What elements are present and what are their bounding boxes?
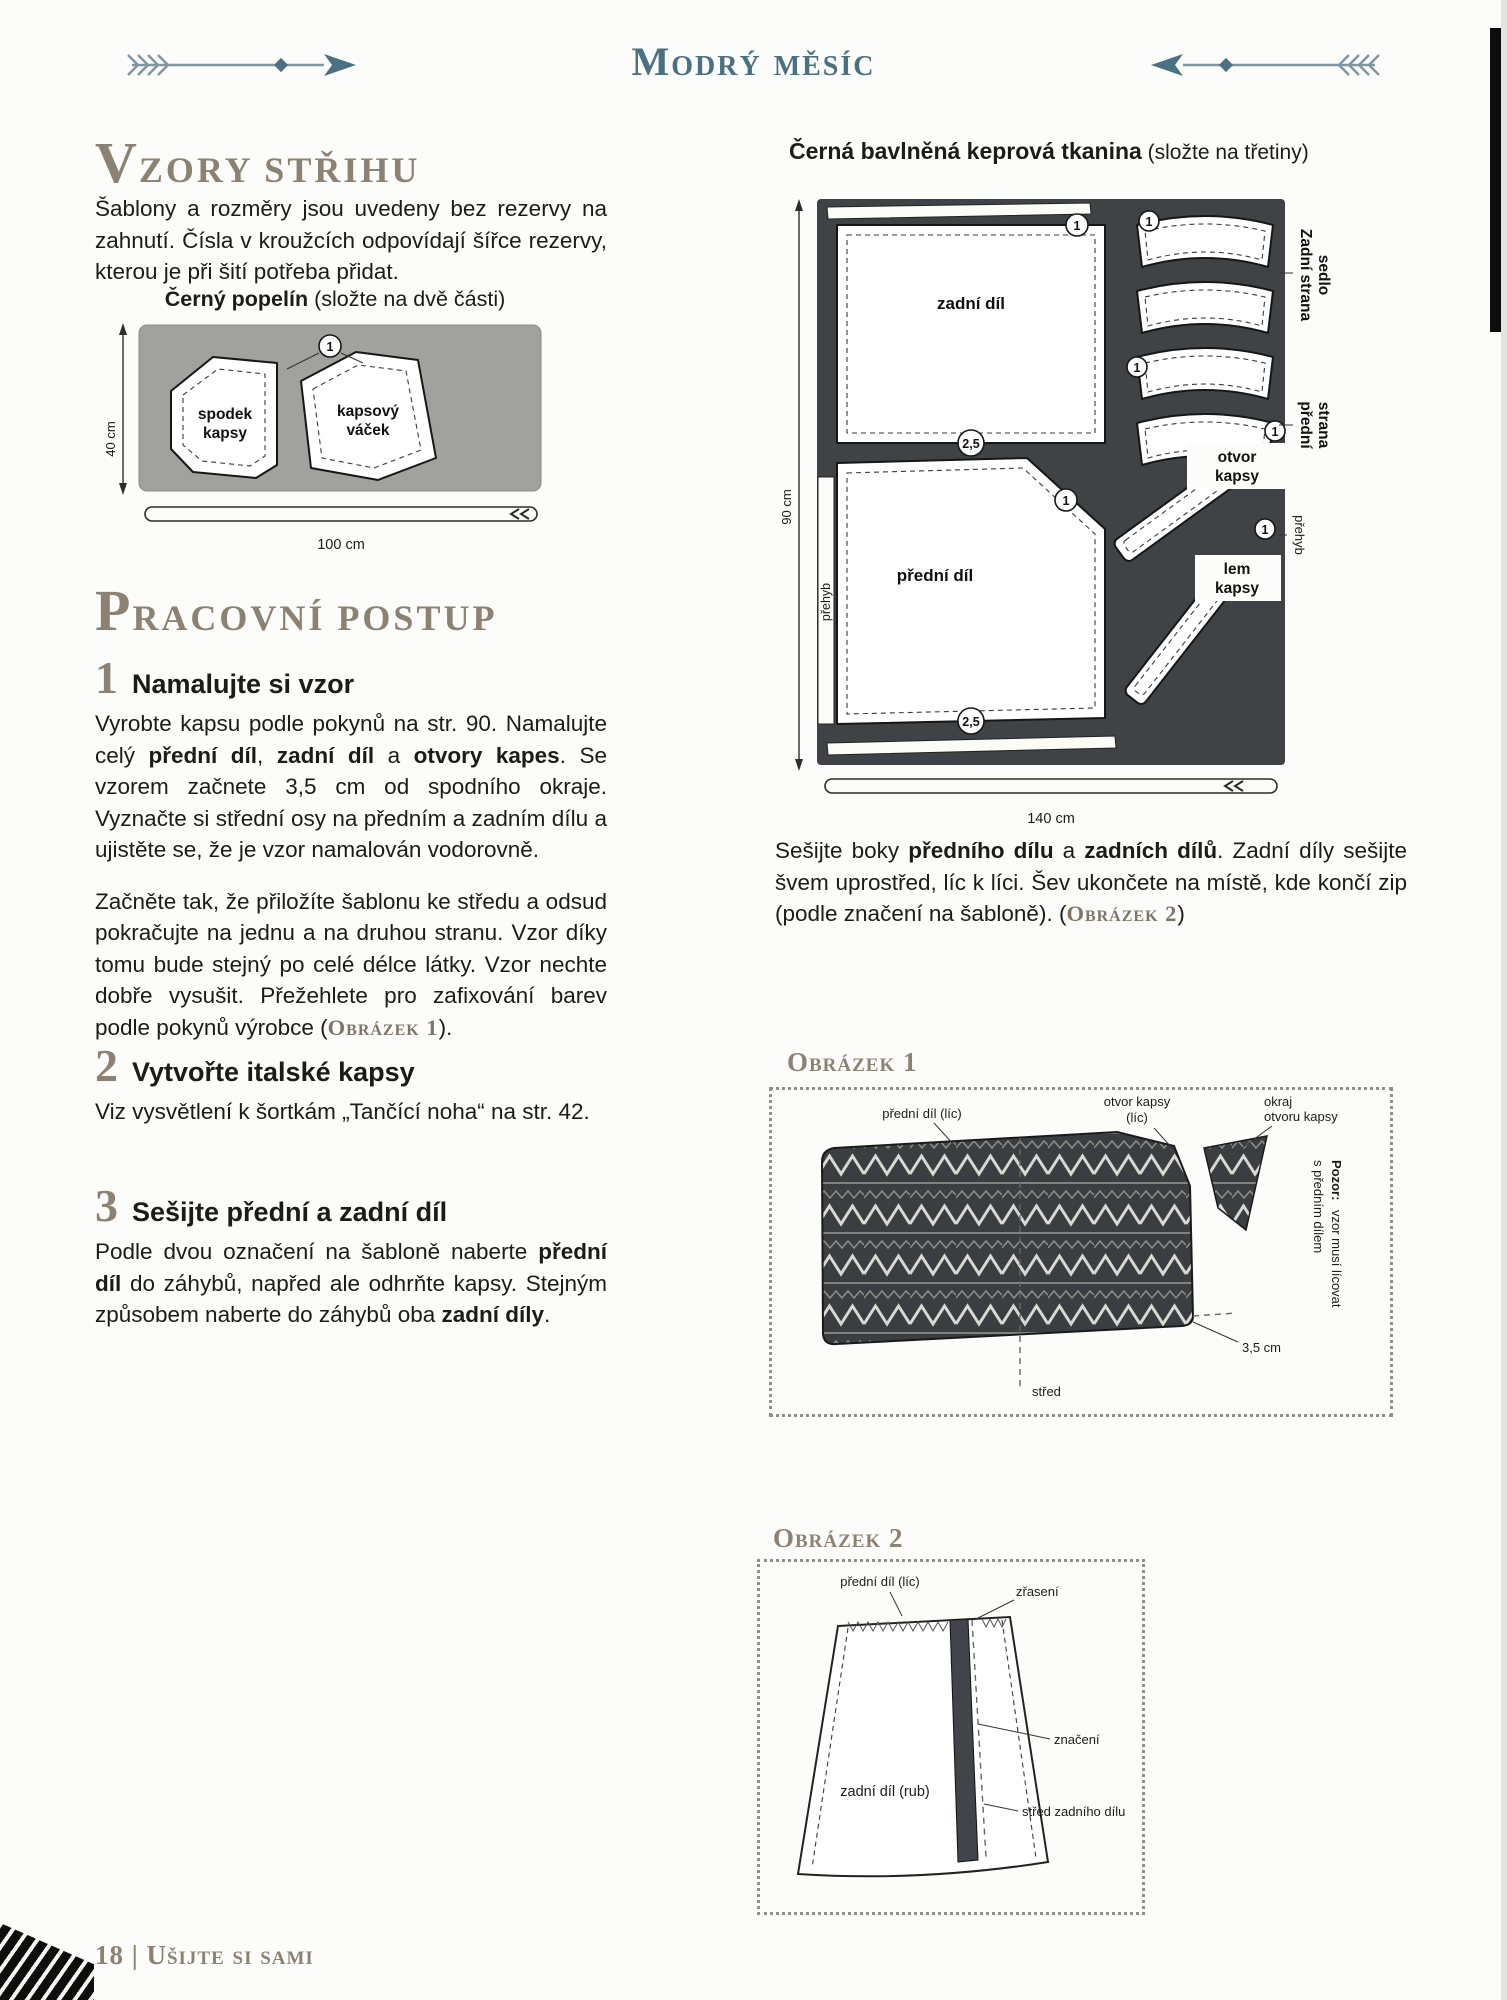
step-paragraph: Vyrobte kapsu podle pokynů na str. 90. Namalujte celý přední díl, zadní díl a otvory kapes. Se vzorem začnete 3,5 cm od spodního okraje. Vyznačte si střední osy na předním a zadním dílu a ujistěte se, že je vzor namalován vodorovně.: [95, 711, 607, 862]
piece-label: přední díl: [896, 566, 974, 585]
page-footer: 18 | Ušijte si sami: [95, 1940, 314, 1970]
pattern-piece-zadni-dil: [837, 214, 1105, 456]
svg-text:1: 1: [326, 340, 334, 354]
section-title-vzory-strihu: VZORY STŘIHU: [95, 130, 421, 195]
right-column: [775, 135, 1407, 1935]
selvage-bar: [825, 779, 1277, 793]
svg-text:1: 1: [1133, 361, 1141, 375]
step-title: Vytvořte italské kapsy: [132, 1057, 415, 1087]
height-dimension-label: 90 cm: [779, 489, 794, 525]
piece-label: otvor: [1217, 449, 1257, 466]
pocket-opening-facing-piece: [1204, 1136, 1267, 1230]
label-zraseni: zřasení: [1016, 1584, 1059, 1599]
label-strana: strana: [1315, 401, 1332, 449]
svg-text:1: 1: [1073, 219, 1081, 233]
svg-text:Pozor:: Pozor:: [1329, 1160, 1344, 1201]
label-zadni-strana: Zadní strana: [1297, 228, 1314, 322]
step-paragraph: Podle dvou označení na šabloně naberte přední díl do záhybů, napřed ale odhrňte kapsy. Stejným způsobem naberte do záhybů oba zadní díly.: [95, 1239, 607, 1327]
label-stred: střed: [1032, 1384, 1061, 1399]
label-pozor: [1311, 1160, 1344, 1308]
step-number: 2: [95, 1040, 118, 1091]
step-number: 3: [95, 1180, 118, 1231]
svg-text:2,5: 2,5: [962, 715, 980, 729]
pattern-piece-kapsovy-vacek: [301, 352, 436, 480]
page-title: Modrý měsíc: [631, 39, 876, 84]
piece-label: kapsy: [203, 425, 247, 442]
label-stred-zadniho-dilu: střed zadního dílu: [1022, 1804, 1126, 1819]
svg-text:1: 1: [1261, 523, 1269, 537]
arrow-decoration-right: [1146, 46, 1381, 84]
label-predni: přední: [1297, 401, 1314, 449]
label-znaceni: značení: [1054, 1732, 1100, 1747]
step-number: 1: [95, 652, 118, 703]
label-predni-dil-lic: přední díl (líc): [882, 1106, 962, 1121]
arrow-shaft-feathers: [1183, 55, 1379, 75]
piece-label: zadní díl: [937, 294, 1005, 313]
section-title-pracovni-postup: PRACOVNÍ POSTUP: [95, 578, 498, 643]
figure-2-box: [757, 1559, 1145, 1915]
svg-text:1: 1: [1271, 425, 1279, 439]
label-sedlo: sedlo: [1315, 254, 1332, 296]
label-otvor-kapsy: otvor kapsy: [1103, 1094, 1171, 1109]
piece-label: lem: [1223, 561, 1251, 578]
fold-label: přehyb: [819, 582, 833, 622]
step-3: [95, 1180, 607, 1331]
label-okraj-otvoru-kapsy: otvoru kapsy: [1264, 1109, 1338, 1124]
piece-label: kapsy: [1215, 580, 1259, 597]
width-dimension-label: 140 cm: [1027, 811, 1075, 827]
page-edge: [1501, 0, 1507, 2000]
svg-text:s předním dílem: s předním dílem: [1311, 1160, 1326, 1254]
step-heading: [95, 1040, 607, 1091]
sew-paragraph: Sešijte boky předního dílu a zadních dílů. Zadní díly sešijte švem uprostřed, líc k líci. Šev ukončete na místě, kde končí zip (podle značení na šabloně). (Obrázek 2): [775, 838, 1407, 926]
pattern-piece-predni-dil: [837, 458, 1105, 734]
piece-label: váček: [346, 422, 390, 439]
arrow-head: [1151, 54, 1183, 76]
step-title: Sešijte přední a zadní díl: [132, 1197, 448, 1227]
skirt-back-panel: [798, 1617, 1048, 1876]
width-dimension-label: 100 cm: [317, 537, 365, 553]
side-labels: [1279, 229, 1332, 555]
fold-label-right: přehyb: [1292, 515, 1307, 555]
figure-2-illustration: [760, 1562, 1142, 1912]
intro-paragraph: Šablony a rozměry jsou uvedeny bez rezervy na zahnutí. Čísla v kroužcích odpovídají šířce rezervy, kterou je při šití potřeba přidat.: [95, 196, 607, 284]
arrow-ornament: [1219, 58, 1233, 72]
twill-cutting-diagram: [779, 177, 1385, 837]
svg-text:1: 1: [1145, 215, 1153, 229]
piece-label: kapsy: [1215, 468, 1259, 485]
label-predni-dil-lic: přední díl (líc): [840, 1574, 920, 1589]
corner-decoration: [0, 1906, 94, 2000]
popelin-diagram-title: Černý popelín (složte na dvě části): [164, 287, 506, 311]
step-paragraph: Viz vysvětlení k šortkám „Tančící noha“ na str. 42.: [95, 1099, 590, 1124]
figure-1-illustration: [772, 1090, 1390, 1414]
svg-text:1: 1: [1062, 494, 1070, 508]
figure-2-label: Obrázek 2: [773, 1523, 904, 1553]
popelin-cutting-diagram: [105, 317, 575, 567]
step-heading: [95, 1180, 607, 1231]
step-paragraph: Začněte tak, že přiložíte šablonu ke středu a odsud pokračujte na jednu a na druhou stranu. Vzor díky tomu bude stejný po celé délce látky. Vzor nechte dobře vysušit. Přežehlete pro zafixování barev podle pokynů výrobce (Obrázek 1).: [95, 888, 607, 1040]
step-1: [95, 652, 607, 1043]
selvage-bar: [145, 507, 537, 521]
piece-label: kapsový: [336, 403, 400, 420]
label-otvor-kapsy-lic: (líc): [1126, 1110, 1148, 1125]
figure-1-box: [769, 1087, 1393, 1417]
piece-label: spodek: [197, 406, 253, 423]
svg-text:vzor musí lícovat: vzor musí lícovat: [1329, 1210, 1344, 1308]
label-zadni-dil-rub: zadní díl (rub): [840, 1784, 930, 1800]
twill-diagram-title: Černá bavlněná keprová tkanina (složte na třetiny): [789, 138, 1309, 164]
patterned-front-piece: [822, 1132, 1193, 1344]
fold-strip-left: [818, 477, 834, 724]
step-heading: [95, 652, 607, 703]
height-dimension-label: 40 cm: [103, 421, 118, 457]
figure-1-label: Obrázek 1: [787, 1047, 918, 1077]
svg-text:2,5: 2,5: [962, 437, 980, 451]
label-3-5-cm: 3,5 cm: [1242, 1340, 1282, 1355]
height-dimension: [103, 323, 127, 495]
step-2: [95, 1040, 607, 1128]
left-column: [95, 130, 607, 1395]
height-dimension: [779, 199, 803, 771]
step-title: Namalujte si vzor: [132, 669, 355, 699]
label-okraj: okraj: [1264, 1094, 1293, 1109]
